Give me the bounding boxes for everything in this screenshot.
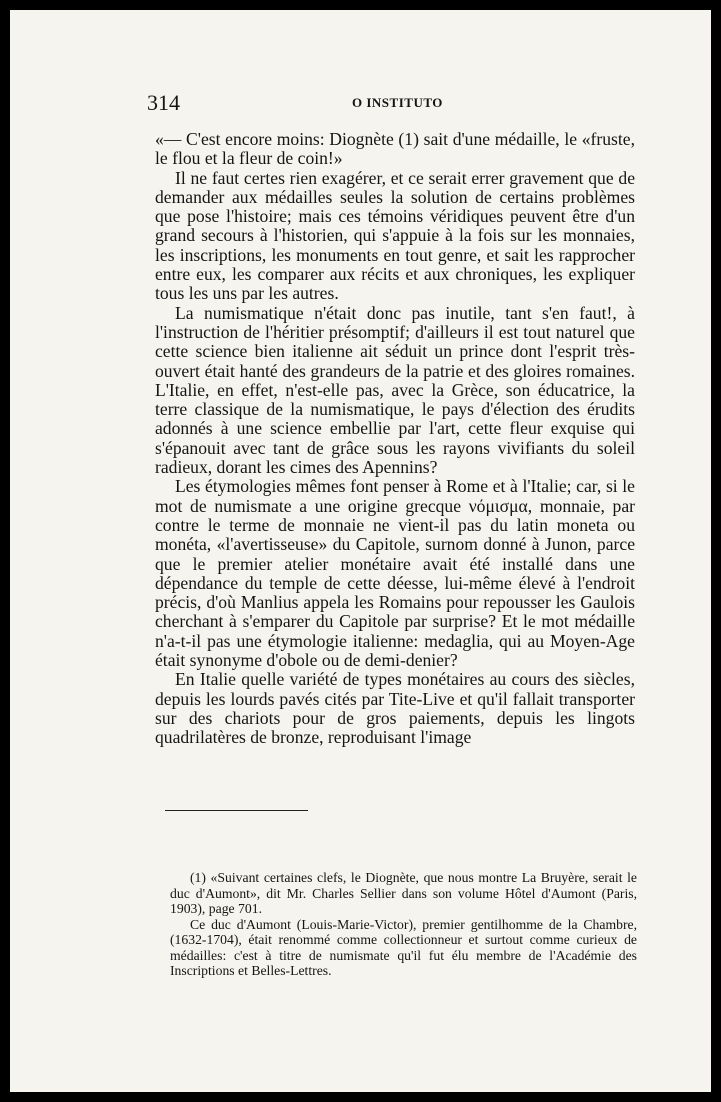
page-number: 314: [147, 90, 180, 115]
main-text: [155, 130, 635, 748]
paragraph-history: Il ne faut certes rien exagérer, et ce serait errer gravement que de demander aux médailles seules la solution de certains problèmes que pose l'histoire; mais ces témoins véridiques peuvent être d'un grand secours à l'historien, qui s'appuie à la fois sur les monnaies, les inscriptions, les monuments en tout genre, et sait les rapprocher entre eux, les comparer aux récits et aux chroniques, les expliquer tous les uns par les autres.: [155, 167, 635, 304]
running-header: [147, 90, 634, 116]
footnote-1-continued: Ce duc d'Aumont (Louis-Marie-Victor), premier gentilhomme de la Chambre, (1632-1704), était renommé comme collectionneur et surtout comme curieux de médailles: c'est à titre de numismate qu'il fut élu membre de l'Académie des Inscriptions et Belles-Lettres.: [170, 916, 637, 978]
running-title: O INSTITUTO: [352, 95, 443, 110]
paragraph-numismatics: La numismatique n'était donc pas inutile, tant s'en faut!, à l'instruction de l'héritier présomptif; d'ailleurs il est tout naturel que cette science bien italienne ait séduit un prince dont l'esprit très-ouvert était hanté des grandeurs de la patrie et des gloires romaines. L'Italie, en effet, n'est-elle pas, avec la Grèce, son éducatrice, la terre classique de la numismatique, le pays d'élection des érudits adonnés à une science embellie par l'art, cette fleur exquise qui s'épanouit avec tant de grâce sous les rayons vivifiants du soleil radieux, dorant les cimes des Apennins?: [155, 302, 635, 478]
book-page: [10, 10, 711, 1092]
paragraph-etymology: Les étymologies mêmes font penser à Rome et à l'Italie; car, si le mot de numismate a une origine grecque νόμισμα, monnaie, par contre le terme de monnaie ne vient-il pas du latin moneta ou monéta, «l'avertisseuse» du Capitole, surnom donné à Junon, parce que le premier atelier monétaire avait été installé dans une dépendance du temple de cette déesse, lui-même élevé à l'endroit précis, d'où Manlius appela les Romains pour repousser les Gaulois cherchant à s'emparer du Capitole par surprise? Et le mot médaille n'a-t-il pas une étymologie italienne: medaglia, qui au Moyen-Age était synonyme d'obole ou de demi-denier?: [155, 476, 635, 671]
paragraph-quote: «— C'est encore moins: Diognète (1) sait d'une médaille, le «fruste, le flou et la fleur de coin!»: [155, 129, 635, 169]
footnote-rule: [165, 810, 308, 811]
paragraph-italy: En Italie quelle variété de types monétaires au cours des siècles, depuis les lourds pavés cités par Tite-Live et qu'il fallait transporter sur des chariots pour de gros paiements, depuis les lingots quadrilatères de bronze, reproduisant l'image: [155, 669, 635, 748]
footnotes: [170, 870, 637, 979]
footnote-1: (1) «Suivant certaines clefs, le Diognète, que nous montre La Bruyère, serait le duc d'Aumont», dit Mr. Charles Sellier dans son volume Hôtel d'Aumont (Paris, 1903), page 701.: [170, 870, 637, 916]
